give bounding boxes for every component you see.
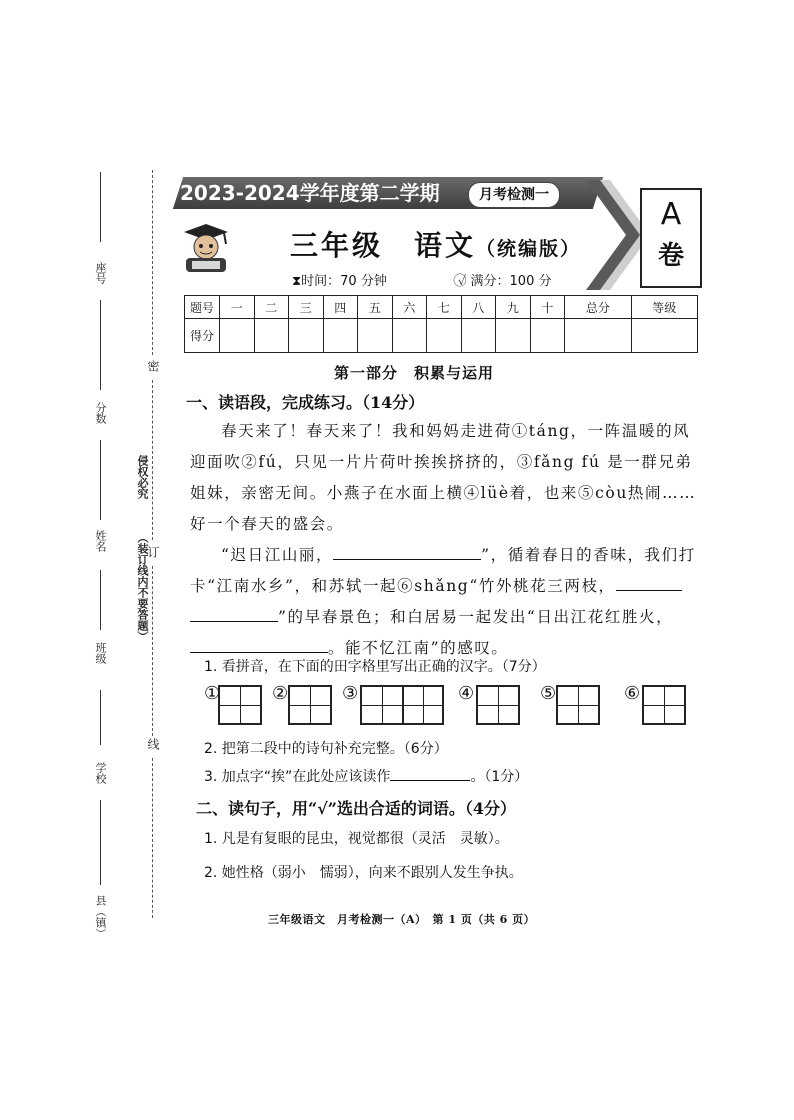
score-table [184,295,698,353]
score-header-cell: 五 [358,296,393,319]
score-cell[interactable] [392,319,427,353]
question-1-sub-2: 2. 把第二段中的诗句补充完整。（6分） [204,741,448,757]
score-cell[interactable] [427,319,462,353]
title-main: 三年级 语文 [290,229,477,262]
page-footer: 三年级语文 月考检测一（A） 第 1 页（共 6 页） [268,913,536,926]
full-score-text: 满分：100 分 [470,274,552,289]
score-header-cell: 一 [220,296,255,319]
sub-3-score: 。（1分） [470,769,529,785]
class-label: 班级 [94,642,107,664]
box-mark: ③ [342,683,359,704]
tianzige-box-4[interactable] [476,685,520,725]
score-header-cell: 四 [323,296,358,319]
section-title: 第一部分 积累与运用 [334,364,495,382]
seat-line [100,172,101,242]
score-cell[interactable] [323,319,358,353]
seat-label: 座号 [94,262,107,284]
score-table-score-row [185,319,698,353]
exam-time [292,270,387,289]
question-1-paragraph-1: 春天来了！春天来了！我和妈妈走进荷①táng，一阵温暖的风迎面吹②fú，只见一片片荷叶挨挨挤挤的，③fǎng fú 是一群兄弟姐妹，亲密无间。小燕子在水面上横④lüè着，也来⑤còu热闹……好一个春天的盛会。 [190,422,697,533]
score-header-cell: 八 [461,296,496,319]
score-header-cell: 九 [496,296,531,319]
cut-line-low [152,566,153,736]
school-label: 学校 [94,762,107,784]
mark-xian: 线 [146,738,160,750]
class-line [100,570,101,630]
binding-notice: （装订线内不要答题） [136,532,149,642]
title-edition: （统编版） [476,238,582,260]
question-1-sub-3 [204,766,528,786]
paper-version-letter: A [660,197,682,232]
poem-blank-3[interactable] [190,635,328,653]
cut-line-top [152,170,153,355]
score-header-cell: 等级 [631,296,697,319]
name-line [100,440,101,520]
score-header-cell: 七 [427,296,462,319]
question-2-title: 二、读句子，用“√”选出合适的词语。（4分） [196,799,517,818]
rights-notice: 侵权必究 [136,455,149,499]
box-mark: ④ [458,683,475,704]
paper-version-badge [640,188,702,288]
poem-line-3: ”的早春景色；和白居易一起发出“日出江花红胜火， [278,608,674,626]
score-header-cell: 题号 [185,296,220,319]
score-cell[interactable] [289,319,324,353]
header-tag: 月考检测一 [468,182,560,208]
question-1-title: 一、读语段，完成练习。（14分） [186,393,425,412]
tianzige-box-1[interactable] [218,685,262,725]
score-header-cell: 二 [254,296,289,319]
score-table-header-row [185,296,698,319]
hourglass-icon: ⧗ [292,274,302,289]
score-cell[interactable] [461,319,496,353]
question-2-item-1: 1. 凡是有复眼的昆虫，视觉都很（灵活 灵敏）。 [204,831,509,847]
poem-line-4: 。能不忆江南”的感叹。 [328,639,509,657]
score-cell[interactable] [496,319,531,353]
county-label: 县（镇） [94,895,107,939]
poem-line-1: “迟日江山丽， [221,546,334,564]
full-score [458,270,551,289]
pronunciation-blank[interactable] [390,766,470,781]
box-mark: ⑤ [540,683,557,704]
poem-blank-1[interactable] [333,542,481,560]
score-header-cell: 三 [289,296,324,319]
box-mark: ② [272,683,289,704]
score-header-cell: 十 [530,296,565,319]
name-label: 姓名 [94,530,107,552]
tianzige-box-2[interactable] [288,685,332,725]
poem-blank-2a[interactable] [616,573,682,591]
score-label: 分数 [94,402,107,424]
cut-line-mid [152,380,153,540]
sub-3-prompt: 3. 加点字“挨”在此处应该读作 [204,769,391,785]
score-cell[interactable] [254,319,289,353]
score-cell[interactable] [220,319,255,353]
score-line [100,300,101,390]
score-header-cell: 总分 [565,296,631,319]
tianzige-box-3[interactable] [360,685,444,725]
score-row-label: 得分 [185,319,220,353]
poem-line-2: ”，循着春日的香味，我们打卡“江南水乡”，和苏轼一起⑥shǎng“竹外桃花三两枝， [190,546,696,595]
cut-line-bottom [152,758,153,918]
county-line [100,800,101,885]
mark-ding: 订 [146,546,160,558]
question-2-item-2: 2. 她性格（弱小 懦弱），向来不跟别人发生争执。 [204,865,523,881]
score-header-cell: 六 [392,296,427,319]
school-line [100,690,101,745]
mascot-icon [180,220,232,276]
score-cell[interactable] [565,319,631,353]
question-1-sub-1: 1. 看拼音，在下面的田字格里写出正确的汉字。（7分） [204,659,546,675]
box-mark: ① [204,683,221,704]
score-cell[interactable] [631,319,697,353]
box-mark: ⑥ [624,683,641,704]
check-circle-icon: ✓⃝ [458,274,471,289]
header-banner: 2023-2024学年度第二学期 [180,181,440,205]
page-title [290,224,581,264]
paper-version-juan: 卷 [657,241,684,271]
mark-mi: 密 [146,360,160,372]
score-cell[interactable] [530,319,565,353]
question-1-paragraph-2 [190,540,702,664]
score-cell[interactable] [358,319,393,353]
exam-time-text: 时间：70 分钟 [301,274,387,289]
poem-blank-2b[interactable] [190,604,278,622]
tianzige-box-5[interactable] [556,685,600,725]
tianzige-box-6[interactable] [642,685,686,725]
